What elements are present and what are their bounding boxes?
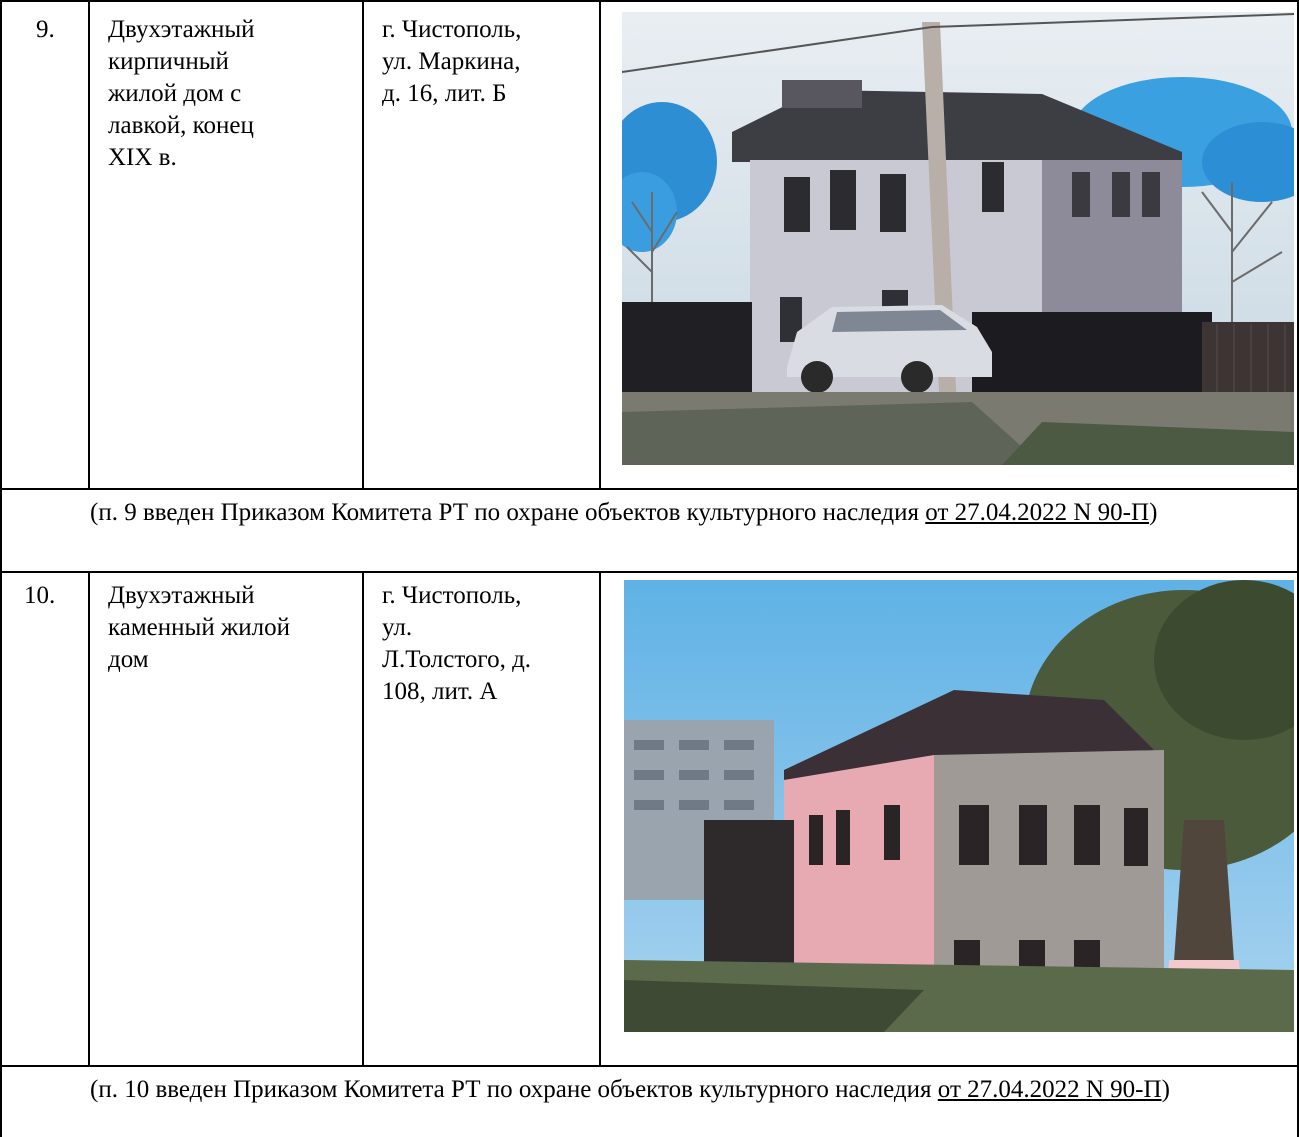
note-text-end: )	[1161, 1076, 1170, 1103]
column-border	[599, 571, 601, 1067]
column-border	[599, 0, 601, 490]
building-photo	[622, 12, 1294, 465]
column-border	[362, 0, 364, 490]
table-border-top	[0, 0, 1299, 2]
row-number: 10.	[24, 582, 56, 609]
column-border	[88, 571, 90, 1067]
row-separator	[0, 571, 1299, 573]
note-text: (п. 10 введен Приказом Комитета РТ по охране объектов культурного наследия	[90, 1076, 938, 1103]
row-separator	[0, 488, 1299, 490]
object-name: Двухэтажный кирпичный жилой дом с лавкой, конец XIX в.	[108, 16, 255, 171]
row-number: 9.	[36, 16, 55, 43]
note-text-end: )	[1149, 499, 1158, 526]
building-photo	[624, 580, 1294, 1032]
amendment-note	[2, 498, 1297, 528]
row-separator	[0, 1065, 1299, 1067]
object-name: Двухэтажный каменный жилой дом	[108, 582, 290, 673]
column-border	[0, 0, 2, 1137]
order-link[interactable]: от 27.04.2022 N 90-П	[937, 1076, 1162, 1103]
column-border	[362, 571, 364, 1067]
note-text: (п. 9 введен Приказом Комитета РТ по охране объектов культурного наследия	[90, 499, 926, 526]
order-link[interactable]: от 27.04.2022 N 90-П	[925, 499, 1150, 526]
column-border	[88, 0, 90, 490]
object-address: г. Чистополь, ул. Л.Толстого, д. 108, лит. А	[382, 582, 532, 705]
object-address: г. Чистополь, ул. Маркина, д. 16, лит. Б	[382, 16, 522, 107]
amendment-note	[2, 1075, 1297, 1105]
